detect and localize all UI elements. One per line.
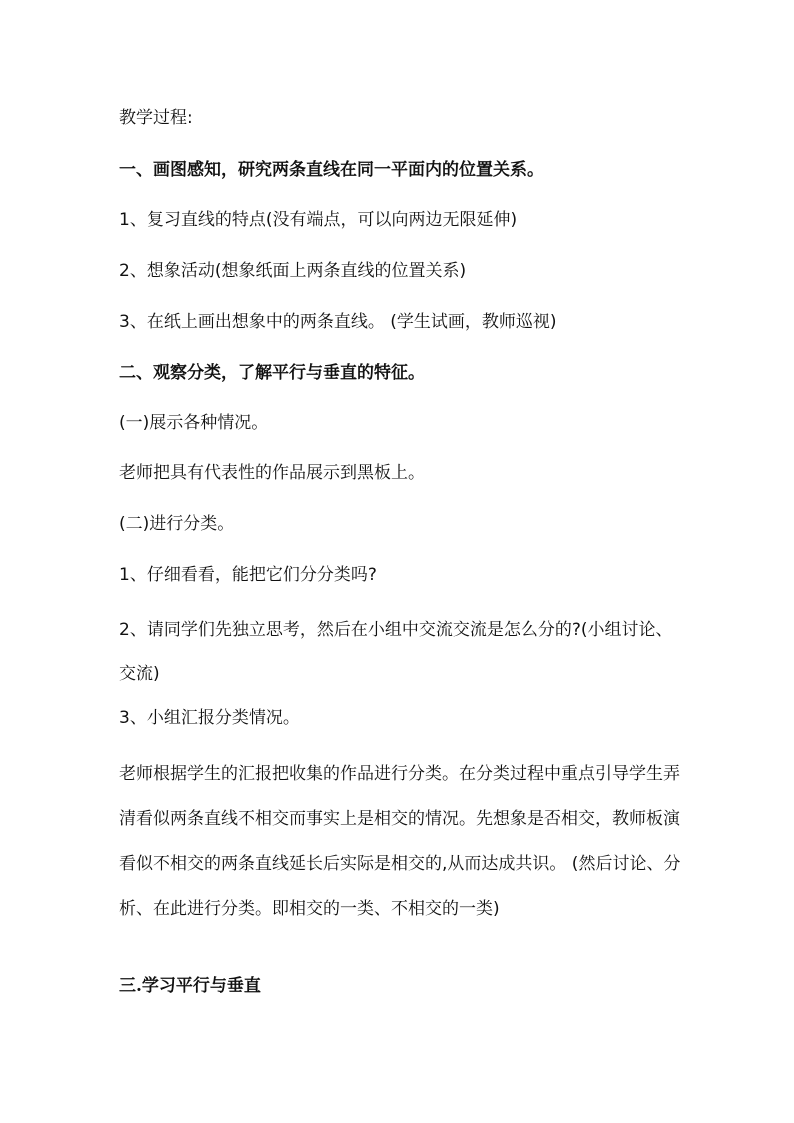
section-1-item-2: 2、想象活动(想象纸面上两条直线的位置关系) [119, 261, 467, 281]
subsection-1-text: 老师把具有代表性的作品展示到黑板上。 [119, 463, 425, 483]
section-2-title: 二、观察分类，了解平行与垂直的特征。 [119, 363, 425, 383]
subsection-2-title: (二)进行分类。 [119, 514, 235, 534]
section-1-item-3: 3、在纸上画出想象中的两条直线。 (学生试画，教师巡视) [119, 312, 557, 332]
section-2-item-2: 2、请同学们先独立思考，然后在小组中交流交流是怎么分的?(小组讨论、交流) [119, 620, 673, 684]
lesson-process-heading: 教学过程: [119, 108, 193, 128]
section-1-item-1: 1、复习直线的特点(没有端点，可以向两边无限延伸) [119, 210, 518, 230]
subsection-1-title: (一)展示各种情况。 [119, 413, 269, 433]
section-3-title: 三.学习平行与垂直 [119, 976, 261, 996]
section-2-item-3: 3、小组汇报分类情况。 [119, 708, 300, 728]
section-2-item-1: 1、仔细看看，能把它们分分类吗? [119, 565, 377, 585]
section-1-title: 一、画图感知，研究两条直线在同一平面内的位置关系。 [119, 160, 544, 180]
section-2-paragraph: 老师根据学生的汇报把收集的作品进行分类。在分类过程中重点引导学生弄清看似两条直线不相交而事实上是相交的情况。先想象是否相交，教师板演看似不相交的两条直线延长后实际是相交的,从而达成共识。 (然后讨论、分析、在此进行分类。即相交的一类、不相交的一类) [119, 764, 681, 919]
